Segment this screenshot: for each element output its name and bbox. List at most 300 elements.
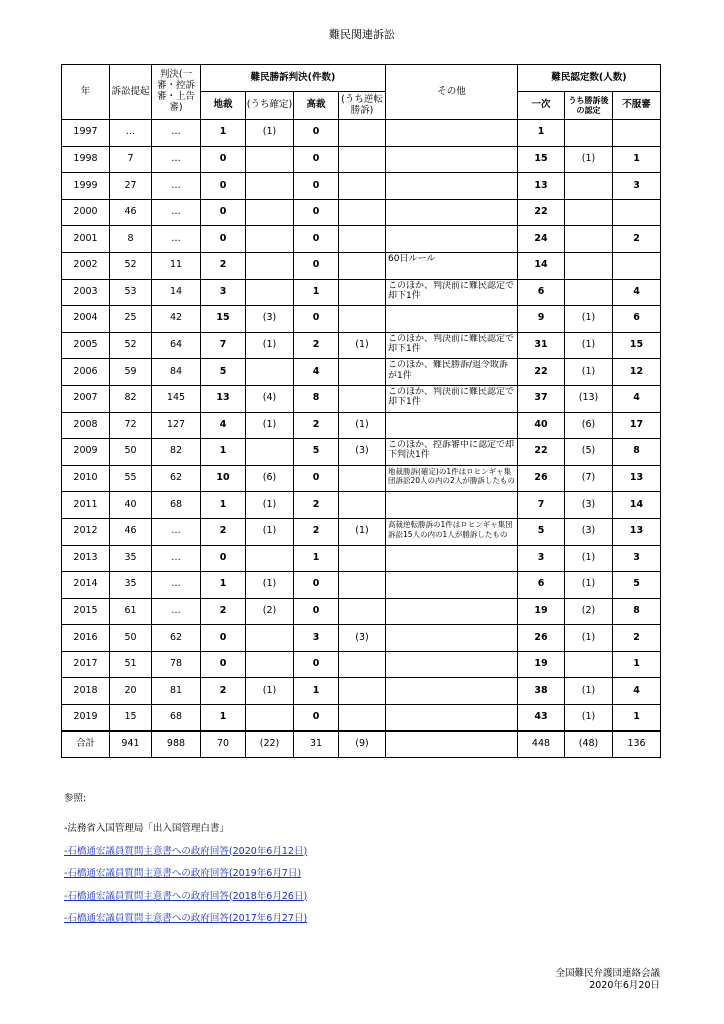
table-row [62, 252, 661, 279]
cell-other [386, 625, 518, 652]
cell-judgments: … [152, 572, 201, 599]
cell-first: 13 [518, 173, 565, 200]
cell-first: 7 [518, 492, 565, 519]
cell-first: 37 [518, 385, 565, 412]
cell-district: 3 [201, 279, 246, 306]
cell-other [386, 518, 518, 545]
cell-district: 1 [201, 572, 246, 599]
cell-high: 4 [294, 359, 339, 386]
cell-district-final [246, 545, 294, 572]
cell-judgments: 82 [152, 439, 201, 466]
reference-link[interactable]: -石橋通宏議員質問主意書への政府回答(2020年6月12日) [64, 845, 308, 857]
reference-link[interactable]: -石橋通宏議員質問主意書への政府回答(2017年6月27日) [64, 913, 308, 924]
cell-high-reversal [339, 651, 386, 678]
cell-high-reversal: (3) [339, 625, 386, 652]
cell-high-reversal: (1) [339, 412, 386, 439]
cell-district-final [246, 173, 294, 200]
cell-other [386, 199, 518, 226]
cell-appeal: 6 [613, 306, 661, 333]
cell-appeal: 3 [613, 545, 661, 572]
cell-after-win: (1) [565, 146, 613, 173]
cell-after-win [565, 226, 613, 253]
cell-appeal: 136 [613, 731, 661, 758]
other-note: このほか、難民勝訴/退令敗訴が1件 [388, 360, 509, 381]
cell-district-final [246, 359, 294, 386]
cell-year: 2019 [62, 705, 110, 732]
cell-year: 2015 [62, 598, 110, 625]
cell-district-final: (1) [246, 492, 294, 519]
cell-high-reversal [339, 306, 386, 333]
cell-first: 22 [518, 199, 565, 226]
cell-high: 0 [294, 465, 339, 492]
cell-after-win: (2) [565, 598, 613, 625]
cell-judgments: 42 [152, 306, 201, 333]
cell-high-reversal [339, 252, 386, 279]
cell-other [386, 572, 518, 599]
cell-district-final: (3) [246, 306, 294, 333]
cell-after-win: (1) [565, 705, 613, 732]
cell-filed: 40 [110, 492, 152, 519]
cell-year: 2014 [62, 572, 110, 599]
cell-high: 8 [294, 385, 339, 412]
cell-high: 0 [294, 252, 339, 279]
cell-appeal: 12 [613, 359, 661, 386]
cell-filed: 61 [110, 598, 152, 625]
header-appeal: 不服審 [613, 92, 661, 120]
cell-district-final [246, 226, 294, 253]
table-row [62, 492, 661, 519]
cell-district: 10 [201, 465, 246, 492]
cell-district: 2 [201, 678, 246, 705]
header-high-reversal: (うち逆転勝訴) [339, 92, 386, 120]
cell-first: 5 [518, 518, 565, 545]
cell-district: 0 [201, 545, 246, 572]
cell-other [386, 465, 518, 492]
cell-high-reversal [339, 545, 386, 572]
cell-high: 0 [294, 651, 339, 678]
cell-high-reversal [339, 705, 386, 732]
cell-high: 0 [294, 146, 339, 173]
cell-other [386, 359, 518, 386]
cell-high: 1 [294, 678, 339, 705]
cell-filed: 7 [110, 146, 152, 173]
cell-district: 70 [201, 731, 246, 758]
cell-after-win: (1) [565, 678, 613, 705]
cell-other [386, 120, 518, 147]
header-other: その他 [386, 65, 518, 120]
cell-high-reversal: (3) [339, 439, 386, 466]
cell-appeal: 3 [613, 173, 661, 200]
cell-district-final [246, 146, 294, 173]
cell-district-final: (1) [246, 572, 294, 599]
cell-filed: 8 [110, 226, 152, 253]
cell-after-win [565, 120, 613, 147]
cell-year: 2002 [62, 252, 110, 279]
cell-filed: 46 [110, 518, 152, 545]
cell-district-final [246, 199, 294, 226]
cell-first: 26 [518, 625, 565, 652]
other-note: このほか、控訴審中に認定で却下判決1件 [388, 440, 515, 461]
cell-high: 2 [294, 518, 339, 545]
cell-appeal: 14 [613, 492, 661, 519]
cell-district: 0 [201, 226, 246, 253]
cell-district: 1 [201, 439, 246, 466]
cell-high-reversal [339, 226, 386, 253]
cell-year: 2011 [62, 492, 110, 519]
cell-year: 2008 [62, 412, 110, 439]
cell-high-reversal: (1) [339, 332, 386, 359]
cell-year: 合計 [62, 731, 110, 758]
cell-appeal: 1 [613, 146, 661, 173]
cell-judgments: … [152, 226, 201, 253]
cell-high-reversal [339, 173, 386, 200]
cell-after-win: (5) [565, 439, 613, 466]
cell-district-final [246, 439, 294, 466]
footer-org: 全国難民弁護団連絡会議 [555, 968, 660, 979]
cell-district-final: (1) [246, 518, 294, 545]
cell-high: 2 [294, 332, 339, 359]
header-judgments: 判決(一審・控訴審・上告審) [152, 65, 201, 120]
cell-judgments: … [152, 598, 201, 625]
cell-after-win [565, 279, 613, 306]
cell-other [386, 705, 518, 732]
table-header [62, 65, 661, 120]
cell-after-win: (3) [565, 518, 613, 545]
cell-first: 6 [518, 572, 565, 599]
cell-first: 448 [518, 731, 565, 758]
cell-high: 0 [294, 199, 339, 226]
cell-after-win: (1) [565, 625, 613, 652]
cell-after-win: (7) [565, 465, 613, 492]
cell-district-final [246, 279, 294, 306]
table-row [62, 651, 661, 678]
header-after-win: うち勝訴後の認定 [565, 92, 613, 120]
cell-high-reversal [339, 598, 386, 625]
cell-high-reversal: (1) [339, 518, 386, 545]
cell-appeal: 2 [613, 226, 661, 253]
cell-high: 0 [294, 173, 339, 200]
cell-year: 2018 [62, 678, 110, 705]
cell-judgments: … [152, 120, 201, 147]
cell-high-reversal [339, 572, 386, 599]
cell-high: 0 [294, 598, 339, 625]
cell-appeal: 8 [613, 598, 661, 625]
cell-other [386, 412, 518, 439]
cell-district: 1 [201, 120, 246, 147]
cell-high: 1 [294, 279, 339, 306]
cell-filed: 50 [110, 625, 152, 652]
cell-filed: 82 [110, 385, 152, 412]
cell-district: 0 [201, 199, 246, 226]
cell-filed: 25 [110, 306, 152, 333]
cell-first: 31 [518, 332, 565, 359]
cell-district-final: (22) [246, 731, 294, 758]
header-recognition-group: 難民認定数(人数) [518, 65, 661, 92]
cell-year: 2009 [62, 439, 110, 466]
other-note: このほか、判決前に難民認定で却下1件 [388, 386, 515, 408]
cell-first: 19 [518, 651, 565, 678]
cell-filed: 27 [110, 173, 152, 200]
table-row [62, 385, 661, 412]
cell-high-reversal [339, 120, 386, 147]
cell-after-win: (1) [565, 306, 613, 333]
cell-judgments: … [152, 146, 201, 173]
table-body [62, 120, 661, 758]
cell-first: 43 [518, 705, 565, 732]
table-row [62, 306, 661, 333]
table-row [62, 678, 661, 705]
cell-district-final [246, 705, 294, 732]
cell-district-final: (6) [246, 465, 294, 492]
cell-year: 2006 [62, 359, 110, 386]
cell-judgments: … [152, 173, 201, 200]
cell-after-win: (13) [565, 385, 613, 412]
table-row [62, 226, 661, 253]
cell-appeal: 2 [613, 625, 661, 652]
cell-judgments: 11 [152, 252, 201, 279]
cell-district-final [246, 625, 294, 652]
cell-other [386, 279, 518, 306]
cell-after-win: (1) [565, 359, 613, 386]
header-first: 一次 [518, 92, 565, 120]
cell-year: 2004 [62, 306, 110, 333]
cell-other [386, 598, 518, 625]
cell-other [386, 332, 518, 359]
cell-appeal: 4 [613, 279, 661, 306]
cell-district: 0 [201, 173, 246, 200]
cell-after-win: (1) [565, 332, 613, 359]
other-note: このほか、判決前に難民認定で却下1件 [388, 333, 515, 355]
table-row [62, 173, 661, 200]
cell-filed: 941 [110, 731, 152, 758]
total-row [62, 731, 661, 758]
cell-filed: 46 [110, 199, 152, 226]
reference-link[interactable]: -石橋通宏議員質問主意書への政府回答(2019年6月7日) [64, 868, 302, 879]
cell-first: 6 [518, 279, 565, 306]
cell-first: 14 [518, 252, 565, 279]
cell-high-reversal [339, 359, 386, 386]
table-row [62, 465, 661, 492]
table-row [62, 412, 661, 439]
cell-first: 9 [518, 306, 565, 333]
cell-first: 19 [518, 598, 565, 625]
cell-filed: 50 [110, 439, 152, 466]
cell-judgments: 64 [152, 332, 201, 359]
cell-district: 2 [201, 252, 246, 279]
header-district: 地裁 [201, 92, 246, 120]
cell-year: 1997 [62, 120, 110, 147]
cell-appeal: 1 [613, 705, 661, 732]
cell-high: 0 [294, 120, 339, 147]
cell-district-final: (1) [246, 332, 294, 359]
cell-filed: 52 [110, 332, 152, 359]
cell-judgments: … [152, 545, 201, 572]
cell-high: 2 [294, 412, 339, 439]
cell-other [386, 731, 518, 758]
footer-date: 2020年6月20日 [589, 980, 660, 992]
cell-high: 0 [294, 226, 339, 253]
cell-appeal: 13 [613, 518, 661, 545]
cell-district: 1 [201, 705, 246, 732]
cell-year: 2010 [62, 465, 110, 492]
cell-filed: 72 [110, 412, 152, 439]
cell-after-win: (48) [565, 731, 613, 758]
cell-year: 2012 [62, 518, 110, 545]
cell-appeal: 17 [613, 412, 661, 439]
cell-district: 0 [201, 651, 246, 678]
cell-high-reversal [339, 492, 386, 519]
cell-district: 2 [201, 518, 246, 545]
cell-after-win: (3) [565, 492, 613, 519]
cell-other [386, 173, 518, 200]
cell-district: 5 [201, 359, 246, 386]
cell-district-final [246, 252, 294, 279]
cell-after-win: (6) [565, 412, 613, 439]
cell-district-final: (2) [246, 598, 294, 625]
header-year: 年 [62, 65, 110, 120]
header-wins-group: 難民勝訴判決(件数) [201, 65, 386, 92]
cell-appeal: 8 [613, 439, 661, 466]
cell-first: 1 [518, 120, 565, 147]
cell-other [386, 252, 518, 279]
cell-after-win [565, 252, 613, 279]
cell-year: 2013 [62, 545, 110, 572]
cell-appeal [613, 120, 661, 147]
cell-year: 1998 [62, 146, 110, 173]
cell-other [386, 545, 518, 572]
cell-filed: 52 [110, 252, 152, 279]
table-row [62, 572, 661, 599]
cell-high: 31 [294, 731, 339, 758]
cell-year: 2007 [62, 385, 110, 412]
cell-high: 0 [294, 306, 339, 333]
cell-high-reversal [339, 146, 386, 173]
cell-other [386, 226, 518, 253]
cell-high: 2 [294, 492, 339, 519]
cell-judgments: 14 [152, 279, 201, 306]
cell-first: 38 [518, 678, 565, 705]
cell-filed: 15 [110, 705, 152, 732]
other-note: 地裁勝訴(確定)の1件はロヒンギャ集団訴訟20人の内の2人が勝訴したもの [388, 466, 515, 486]
other-note: 60日ルール [388, 253, 436, 264]
cell-other [386, 306, 518, 333]
cell-first: 22 [518, 439, 565, 466]
cell-filed: 51 [110, 651, 152, 678]
table-row [62, 545, 661, 572]
cell-district-final: (1) [246, 678, 294, 705]
cell-first: 24 [518, 226, 565, 253]
cell-other [386, 651, 518, 678]
cell-judgments: 988 [152, 731, 201, 758]
cell-after-win [565, 173, 613, 200]
cell-appeal: 4 [613, 385, 661, 412]
cell-district: 7 [201, 332, 246, 359]
table-row [62, 359, 661, 386]
table-row [62, 439, 661, 466]
reference-link[interactable]: -石橋通宏議員質問主意書への政府回答(2018年6月26日) [64, 890, 308, 902]
cell-judgments: 68 [152, 705, 201, 732]
cell-high-reversal [339, 199, 386, 226]
cell-district-final: (1) [246, 120, 294, 147]
cell-first: 22 [518, 359, 565, 386]
cell-first: 15 [518, 146, 565, 173]
header-district-final: (うち確定) [246, 92, 294, 120]
cell-filed: 20 [110, 678, 152, 705]
cell-year: 2017 [62, 651, 110, 678]
cell-high: 0 [294, 705, 339, 732]
cell-after-win: (1) [565, 545, 613, 572]
cell-filed: 59 [110, 359, 152, 386]
cell-judgments: 78 [152, 651, 201, 678]
cell-appeal: 5 [613, 572, 661, 599]
table-row [62, 625, 661, 652]
cell-judgments: … [152, 199, 201, 226]
table-row [62, 279, 661, 306]
cell-year: 1999 [62, 173, 110, 200]
cell-other [386, 146, 518, 173]
cell-high-reversal [339, 385, 386, 412]
cell-other [386, 492, 518, 519]
cell-filed: … [110, 120, 152, 147]
cell-judgments: … [152, 518, 201, 545]
cell-appeal [613, 252, 661, 279]
cell-district: 0 [201, 146, 246, 173]
cell-district: 1 [201, 492, 246, 519]
cell-first: 3 [518, 545, 565, 572]
cell-appeal: 15 [613, 332, 661, 359]
cell-judgments: 127 [152, 412, 201, 439]
cell-after-win [565, 199, 613, 226]
cell-year: 2000 [62, 199, 110, 226]
cell-year: 2001 [62, 226, 110, 253]
table-row [62, 598, 661, 625]
cell-appeal: 13 [613, 465, 661, 492]
cell-district: 15 [201, 306, 246, 333]
cell-filed: 53 [110, 279, 152, 306]
cell-appeal: 1 [613, 651, 661, 678]
cell-other [386, 678, 518, 705]
page-title: 難民関連訴訟 [329, 28, 395, 41]
cell-judgments: 62 [152, 625, 201, 652]
table-row [62, 146, 661, 173]
cell-judgments: 81 [152, 678, 201, 705]
other-note: 高裁逆転勝訴の1件はロヒンギャ集団訴訟15人の内の1人が勝訴したもの [388, 519, 513, 539]
table-row [62, 332, 661, 359]
reference-item: -法務省入国管理局「出入国管理白書」 [64, 823, 229, 834]
cell-year: 2016 [62, 625, 110, 652]
cell-appeal: 4 [613, 678, 661, 705]
cell-district-final [246, 651, 294, 678]
cell-high: 3 [294, 625, 339, 652]
cell-district: 13 [201, 385, 246, 412]
cell-first: 40 [518, 412, 565, 439]
cell-after-win [565, 651, 613, 678]
table-row [62, 199, 661, 226]
other-note: このほか、判決前に難民認定で却下1件 [388, 280, 515, 301]
cell-appeal [613, 199, 661, 226]
cell-high: 0 [294, 572, 339, 599]
cell-other [386, 385, 518, 412]
cell-filed: 55 [110, 465, 152, 492]
cell-filed: 35 [110, 572, 152, 599]
footer [555, 968, 660, 993]
cell-district: 2 [201, 598, 246, 625]
litigation-table [61, 64, 661, 758]
cell-judgments: 68 [152, 492, 201, 519]
cell-judgments: 62 [152, 465, 201, 492]
cell-year: 2003 [62, 279, 110, 306]
cell-year: 2005 [62, 332, 110, 359]
